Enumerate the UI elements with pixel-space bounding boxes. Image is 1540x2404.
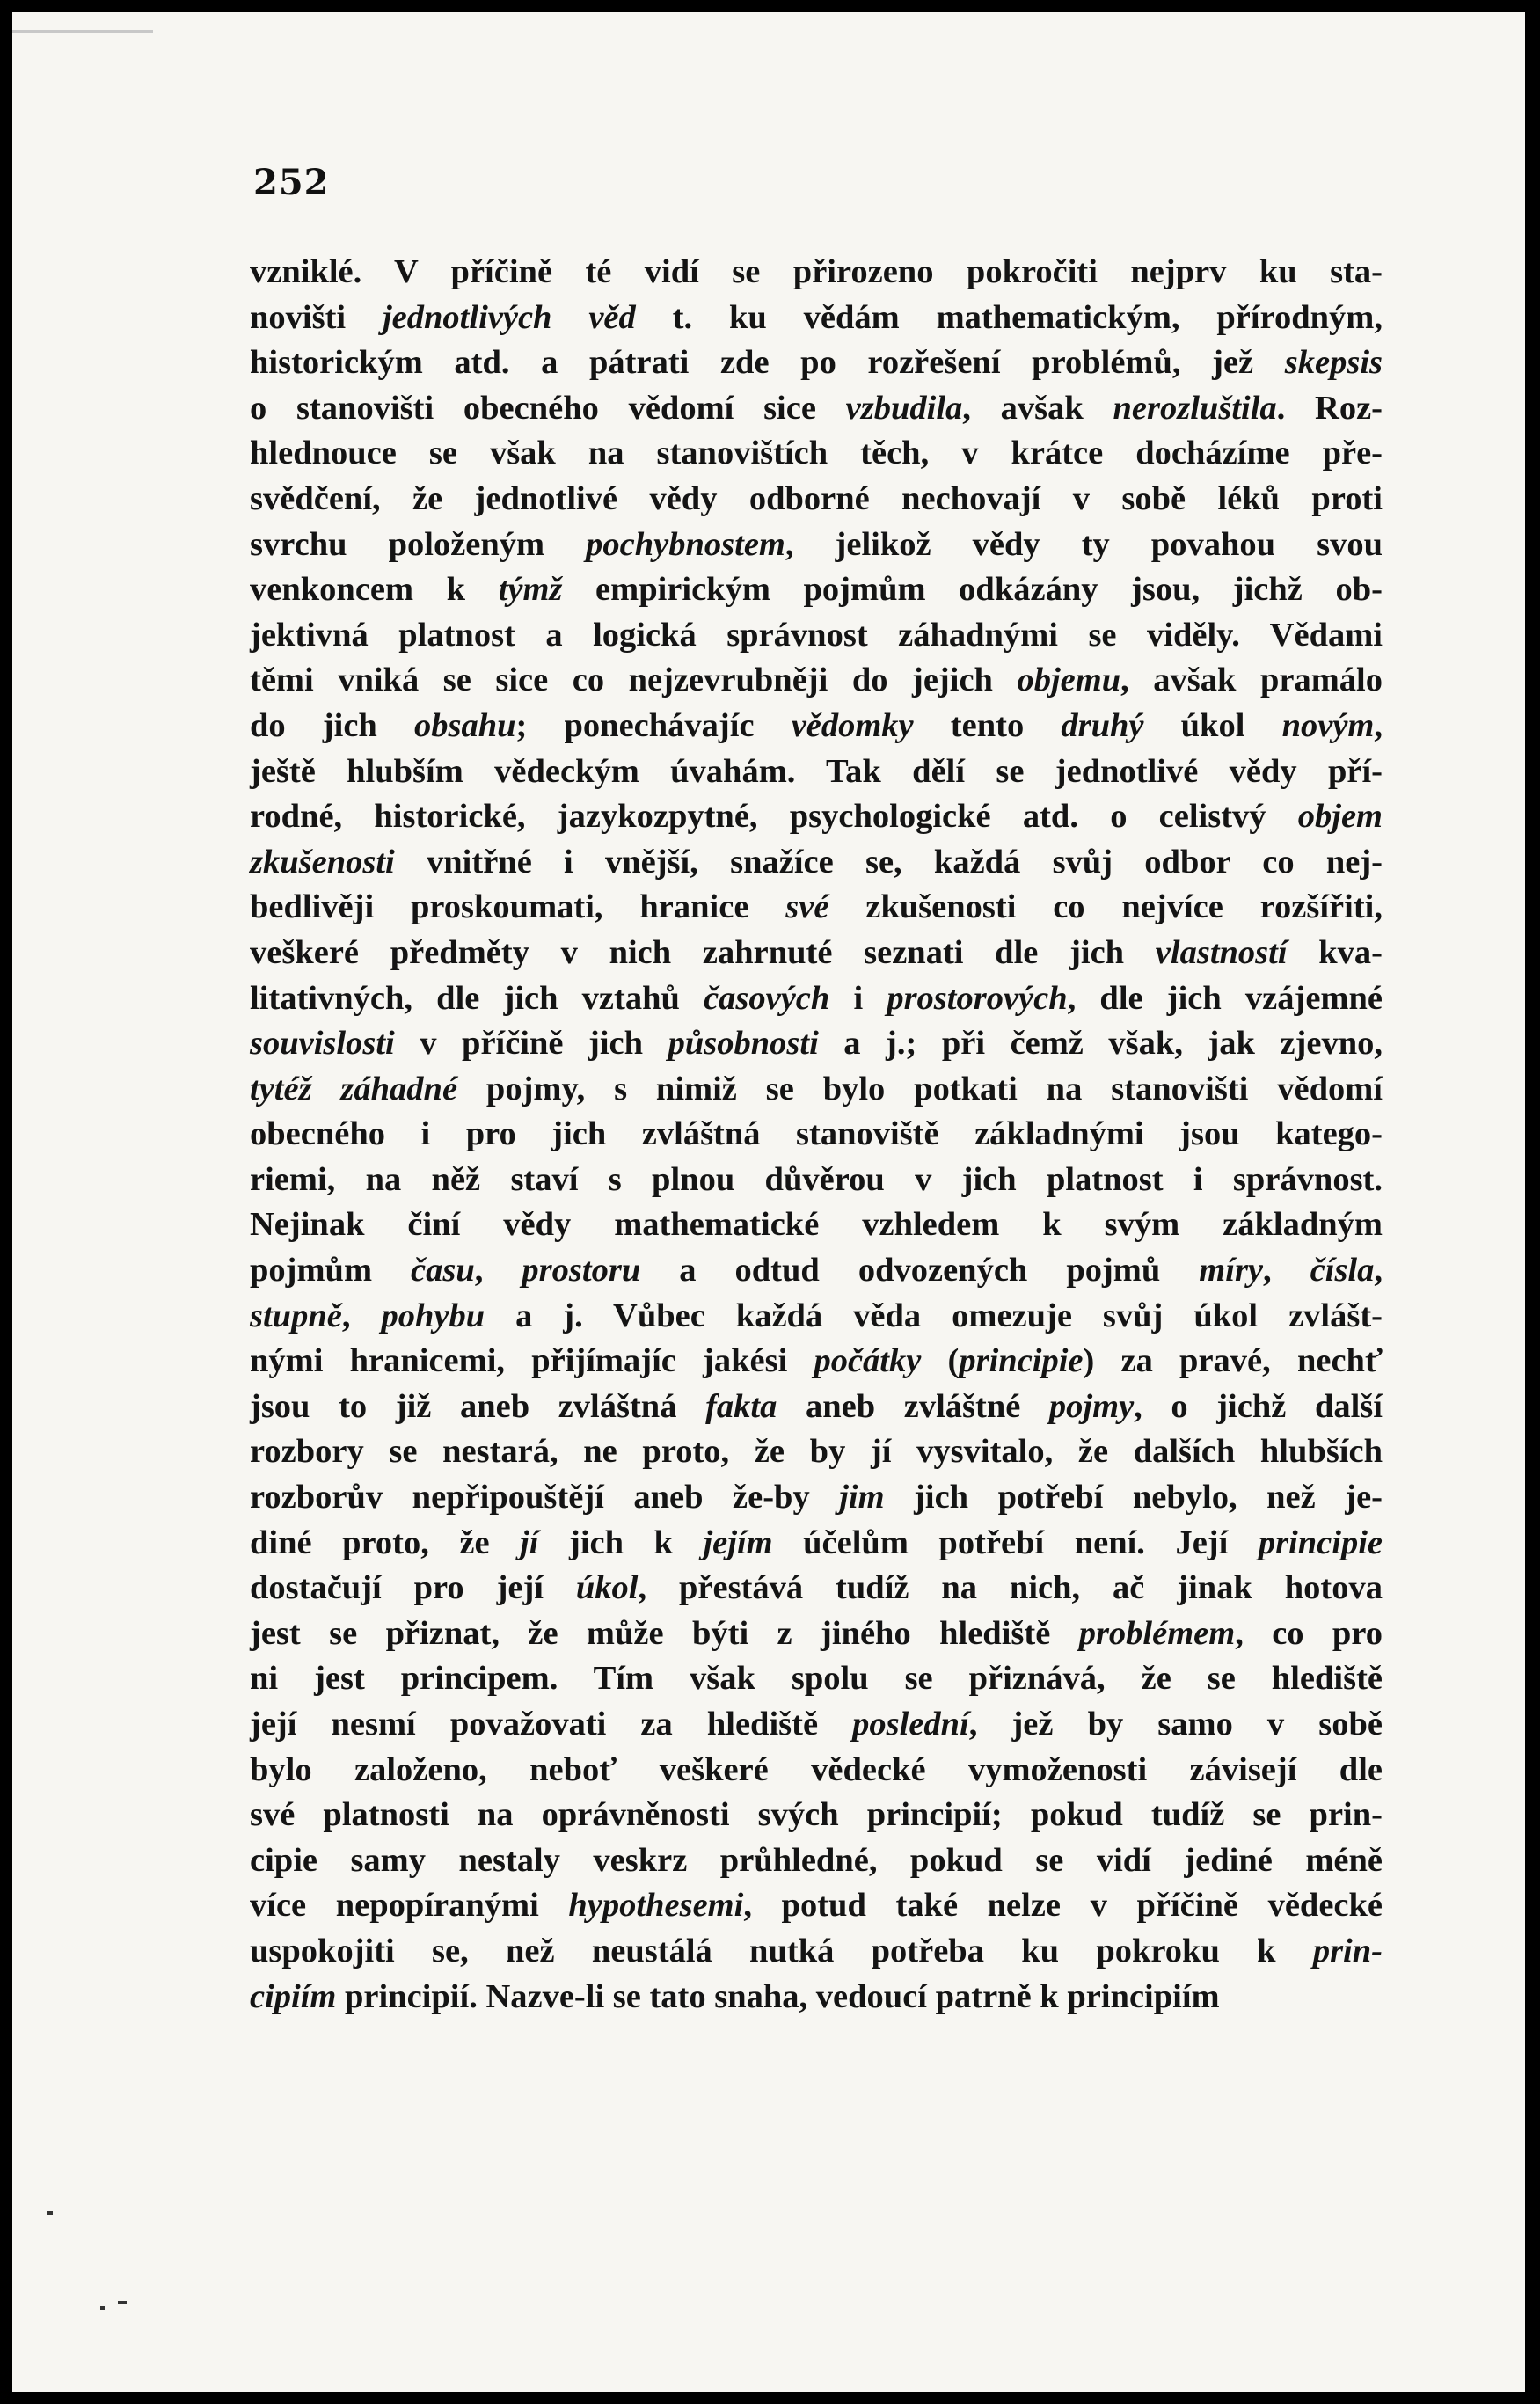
text-run: riemi, na něž staví s plnou důvěrou v jich platnost i správnost.	[250, 1160, 1383, 1198]
italic-phrase: fakta	[705, 1387, 777, 1425]
italic-phrase: druhý	[1061, 706, 1144, 744]
text-run: ,	[341, 1297, 382, 1334]
text-run: úkol	[1143, 706, 1282, 744]
text-line	[250, 1385, 1383, 1430]
text-run: o stanovišti obecného vědomí sice	[250, 389, 846, 427]
text-run: obecného i pro jich zvláštná stanoviště základnými jsou katego-	[250, 1115, 1383, 1153]
text-run: ) za pravé, nechť	[1083, 1342, 1383, 1380]
text-line	[250, 1294, 1383, 1340]
text-line	[250, 1656, 1383, 1702]
italic-phrase: počátky	[814, 1342, 922, 1380]
text-run: novišti	[250, 298, 383, 336]
text-run: hlednouce se však na stanovištích těch, v krátce docházíme pře-	[250, 435, 1383, 472]
text-run: bylo založeno, neboť veškeré vědecké vymoženosti závisejí dle	[250, 1750, 1383, 1788]
text-run: své platnosti na oprávněnosti svých principií; pokud tudíž se prin-	[250, 1796, 1383, 1834]
italic-phrase: úkol	[575, 1569, 639, 1607]
text-run: rozborův nepřipouštějí aneb že-by	[250, 1479, 840, 1516]
text-run: a j.; při čemž však, jak zjevno,	[818, 1025, 1383, 1063]
text-run: , o jichž další	[1134, 1387, 1383, 1425]
text-run: její nesmí považovati za hlediště	[250, 1706, 853, 1743]
text-run: t. ku vědám mathematickým, přírodným,	[635, 298, 1383, 336]
text-run: vnitřné i vnější, snažíce se, každá svůj odbor co nej-	[394, 843, 1383, 880]
italic-phrase: objem	[1297, 798, 1383, 836]
text-run: jich k	[538, 1524, 704, 1561]
text-run: , potud také nelze v příčině vědecké	[743, 1887, 1383, 1925]
italic-phrase: času	[411, 1252, 475, 1290]
text-run: Nejinak činí vědy mathematické vzhledem k svým základným	[250, 1206, 1383, 1244]
italic-phrase: novým	[1281, 706, 1375, 744]
text-run: v příčině jich	[394, 1025, 668, 1063]
text-run: zkušenosti co nejvíce rozšířiti,	[828, 888, 1383, 926]
text-run: , jež by samo v sobě	[968, 1706, 1383, 1743]
scan-speck	[47, 2211, 53, 2215]
text-line	[250, 1067, 1383, 1113]
italic-phrase: míry	[1199, 1252, 1264, 1290]
italic-phrase: jejím	[703, 1524, 773, 1561]
text-run: jsou to již aneb zvláštná	[250, 1387, 706, 1425]
text-run: , avšak	[962, 389, 1113, 427]
scan-speck	[118, 2301, 127, 2304]
italic-phrase: poslední	[852, 1706, 969, 1743]
text-run: principií. Nazve-li se tato snaha, vedoucí patrně k principiím	[336, 1977, 1220, 2015]
text-line	[250, 250, 1383, 296]
text-run: kva-	[1287, 933, 1383, 971]
italic-phrase: jim	[839, 1479, 885, 1516]
text-run: a odtud odvozených pojmů	[640, 1252, 1200, 1290]
text-line	[250, 522, 1383, 568]
book-page	[12, 12, 1525, 2392]
text-line	[250, 386, 1383, 432]
text-line	[250, 794, 1383, 840]
text-run: venkoncem k	[250, 571, 499, 609]
text-line	[250, 1793, 1383, 1838]
italic-phrase: pohybu	[381, 1297, 485, 1334]
text-run: jest se přiznat, že může býti z jiného hlediště	[250, 1614, 1079, 1652]
italic-phrase: pojmy	[1048, 1387, 1135, 1425]
text-line	[250, 1475, 1383, 1521]
text-line	[250, 296, 1383, 341]
text-line	[250, 1975, 1383, 2020]
italic-phrase: nerozluštila	[1113, 389, 1277, 427]
text-line	[250, 1929, 1383, 1975]
text-run: ni jest principem. Tím však spolu se přiznává, že se hlediště	[250, 1660, 1383, 1698]
text-line	[250, 431, 1383, 477]
page-number: 252	[253, 162, 330, 203]
text-run: rozbory se nestará, ne proto, že by jí vysvitalo, že dalších hlubších	[250, 1433, 1383, 1471]
scan-edge-mark	[12, 30, 153, 33]
text-run: ,	[1263, 1252, 1310, 1290]
text-line	[250, 749, 1383, 795]
text-line	[250, 1158, 1383, 1203]
text-line	[250, 1339, 1383, 1385]
text-line	[250, 1702, 1383, 1748]
text-line	[250, 931, 1383, 976]
text-run: pojmům	[250, 1252, 412, 1290]
text-run: i	[829, 979, 887, 1017]
text-run: svrchu položeným	[250, 525, 587, 563]
italic-phrase: problémem	[1078, 1614, 1236, 1652]
text-line	[250, 1883, 1383, 1929]
text-run: dostačují pro její	[250, 1569, 576, 1607]
text-run: ,	[1374, 706, 1383, 744]
text-line	[250, 658, 1383, 704]
text-run: empirickým pojmům odkázány jsou, jichž ob-	[562, 571, 1383, 609]
text-run: svědčení, že jednotlivé vědy odborné nechovají v sobě léků proti	[250, 479, 1383, 517]
text-run: a j. Vůbec každá věda omezuje svůj úkol zvlášt-	[485, 1297, 1383, 1334]
text-run: , avšak pramálo	[1120, 661, 1383, 699]
text-run: litativných, dle jich vztahů	[250, 979, 704, 1017]
italic-phrase: prostorových	[887, 979, 1068, 1017]
italic-phrase: své	[785, 888, 829, 926]
text-line	[250, 1202, 1383, 1248]
italic-phrase: souvislosti	[250, 1025, 395, 1063]
text-line	[250, 613, 1383, 659]
text-run: (	[921, 1342, 960, 1380]
text-run: , co pro	[1235, 1614, 1383, 1652]
italic-phrase: stupně	[250, 1297, 342, 1334]
text-run: vzniklé. V příčině té vidí se přirozeno pokročiti nejprv ku sta-	[250, 253, 1383, 290]
text-run: ,	[1374, 1252, 1383, 1290]
text-run: jektivná platnost a logická správnost záhadnými se viděly. Vědami	[250, 616, 1383, 654]
text-line	[250, 477, 1383, 522]
italic-phrase: jí	[520, 1524, 539, 1561]
text-line	[250, 340, 1383, 386]
italic-phrase: tytéž záhadné	[250, 1070, 458, 1107]
text-run: jich potřebí nebylo, než je-	[884, 1479, 1383, 1516]
text-run: ještě hlubším vědeckým úvahám. Tak dělí se jednotlivé vědy pří-	[250, 752, 1383, 790]
italic-phrase: působnosti	[668, 1025, 819, 1063]
text-run: , přestává tudíž na nich, ač jinak hotova	[638, 1569, 1383, 1607]
text-run: . Roz-	[1276, 389, 1383, 427]
italic-phrase: cipiím	[250, 1977, 337, 2015]
italic-phrase: hypothesemi	[568, 1887, 744, 1925]
italic-phrase: vzbudila	[845, 389, 963, 427]
text-run: více nepopíranými	[250, 1887, 569, 1925]
text-run: nými hranicemi, přijímajíc jakési	[250, 1342, 814, 1380]
italic-phrase: jednotlivých věd	[382, 298, 636, 336]
text-line	[250, 1566, 1383, 1611]
text-run: ,	[474, 1252, 522, 1290]
text-line	[250, 1248, 1383, 1294]
text-run: ; ponechávajíc	[515, 706, 792, 744]
text-line	[250, 976, 1383, 1022]
text-run: , jelikož vědy ty povahou svou	[785, 525, 1383, 563]
italic-phrase: prostoru	[522, 1252, 641, 1290]
text-run: účelům potřebí není. Její	[772, 1524, 1259, 1561]
italic-phrase: objemu	[1017, 661, 1121, 699]
text-line	[250, 567, 1383, 613]
text-line	[250, 1611, 1383, 1657]
text-run: aneb zvláštné	[777, 1387, 1049, 1425]
text-run: veškeré předměty v nich zahrnuté seznati dle jich	[250, 933, 1156, 971]
text-line	[250, 1021, 1383, 1067]
text-run: historickým atd. a pátrati zde po rozřešení problémů, jež	[250, 344, 1285, 382]
text-run: pojmy, s nimiž se bylo potkati na stanovišti vědomí	[457, 1070, 1383, 1107]
italic-phrase: obsahu	[413, 706, 516, 744]
body-text	[250, 250, 1383, 2020]
text-run: , dle jich vzájemné	[1067, 979, 1383, 1017]
italic-phrase: vlastností	[1155, 933, 1288, 971]
text-run: bedlivěji proskoumati, hranice	[250, 888, 786, 926]
italic-phrase: pochybnostem	[586, 525, 785, 563]
text-run: rodné, historické, jazykozpytné, psychologické atd. o celistvý	[250, 798, 1298, 836]
italic-phrase: čísla	[1310, 1252, 1375, 1290]
text-line	[250, 704, 1383, 749]
text-run: těmi vniká se sice co nejzevrubněji do jejich	[250, 661, 1018, 699]
text-line	[250, 840, 1383, 886]
text-line	[250, 885, 1383, 931]
text-line	[250, 1838, 1383, 1884]
text-line	[250, 1429, 1383, 1475]
italic-phrase: zkušenosti	[250, 843, 395, 880]
text-run: do jich	[250, 706, 414, 744]
italic-phrase: vědomky	[791, 706, 914, 744]
italic-phrase: prin-	[1312, 1932, 1383, 1969]
italic-phrase: skepsis	[1284, 344, 1383, 382]
text-run: tento	[913, 706, 1062, 744]
text-run: diné proto, že	[250, 1524, 521, 1561]
text-run: cipie samy nestaly veskrz průhledné, pokud se vidí jediné méně	[250, 1841, 1383, 1879]
text-line	[250, 1112, 1383, 1158]
text-line	[250, 1521, 1383, 1567]
italic-phrase: časových	[704, 979, 830, 1017]
scan-speck	[100, 2306, 105, 2310]
italic-phrase: týmž	[498, 571, 563, 609]
text-run: uspokojiti se, než neustálá nutká potřeba ku pokroku k	[250, 1932, 1313, 1969]
italic-phrase: principie	[1258, 1524, 1383, 1561]
text-line	[250, 1748, 1383, 1794]
italic-phrase: principie	[959, 1342, 1084, 1380]
